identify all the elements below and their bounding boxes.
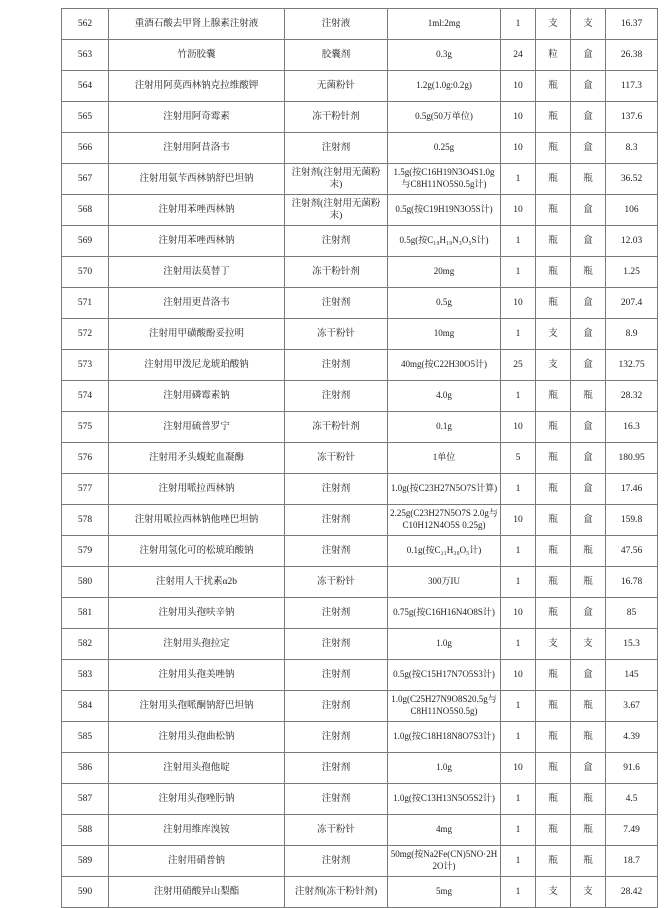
cell-unit: 瓶 [536,257,571,288]
cell-drug-name: 注射用硝酸异山梨酯 [109,877,285,908]
table-row [62,319,658,350]
cell-dosage-form: 注射剂 [285,753,388,784]
cell-dosage-form: 注射剂 [285,474,388,505]
table-row [62,71,658,102]
cell-sequence-number: 578 [62,505,109,536]
cell-quantity: 1 [501,784,536,815]
cell-dosage-form: 注射液 [285,9,388,40]
cell-quantity: 1 [501,474,536,505]
cell-quantity: 10 [501,288,536,319]
cell-price: 16.3 [606,412,658,443]
table-row [62,567,658,598]
cell-drug-name: 注射用硫普罗宁 [109,412,285,443]
cell-pack-unit: 瓶 [571,846,606,877]
cell-specification: 1.0g(C25H27N9O8S20.5g与C8H11NO5S0.5g) [388,691,501,722]
cell-specification: 0.1g [388,412,501,443]
cell-drug-name: 注射用甲泼尼龙琥珀酸钠 [109,350,285,381]
cell-quantity: 1 [501,815,536,846]
cell-price: 85 [606,598,658,629]
cell-unit: 瓶 [536,784,571,815]
cell-drug-name: 注射用甲磺酸酚妥拉明 [109,319,285,350]
cell-dosage-form: 注射剂 [285,722,388,753]
cell-pack-unit: 盒 [571,474,606,505]
cell-unit: 瓶 [536,536,571,567]
cell-price: 145 [606,660,658,691]
cell-price: 16.78 [606,567,658,598]
cell-price: 106 [606,195,658,226]
cell-sequence-number: 587 [62,784,109,815]
cell-specification: 5mg [388,877,501,908]
cell-drug-name: 注射用头孢拉定 [109,629,285,660]
cell-specification: 0.75g(按C16H16N4O8S计) [388,598,501,629]
cell-specification: 10mg [388,319,501,350]
cell-price: 91.6 [606,753,658,784]
cell-unit: 瓶 [536,288,571,319]
cell-unit: 瓶 [536,195,571,226]
cell-price: 36.52 [606,164,658,195]
cell-sequence-number: 571 [62,288,109,319]
cell-unit: 瓶 [536,753,571,784]
cell-pack-unit: 盒 [571,195,606,226]
cell-quantity: 1 [501,629,536,660]
cell-quantity: 10 [501,598,536,629]
cell-sequence-number: 590 [62,877,109,908]
cell-drug-name: 重酒石酸去甲肾上腺素注射液 [109,9,285,40]
cell-dosage-form: 冻干粉针 [285,319,388,350]
cell-quantity: 10 [501,505,536,536]
cell-specification: 2.25g(C23H27N5O7S 2.0g与C10H12N4O5S 0.25g) [388,505,501,536]
cell-drug-name: 注射用哌拉西林钠他唑巴坦钠 [109,505,285,536]
table-row [62,257,658,288]
cell-quantity: 10 [501,412,536,443]
cell-price: 8.9 [606,319,658,350]
cell-price: 28.32 [606,381,658,412]
cell-sequence-number: 566 [62,133,109,164]
cell-price: 47.56 [606,536,658,567]
cell-dosage-form: 注射剂 [285,226,388,257]
table-row [62,133,658,164]
cell-drug-name: 注射用哌拉西林钠 [109,474,285,505]
cell-price: 17.46 [606,474,658,505]
cell-quantity: 1 [501,257,536,288]
cell-quantity: 1 [501,691,536,722]
table-row [62,474,658,505]
table-row [62,815,658,846]
cell-price: 207.4 [606,288,658,319]
cell-pack-unit: 盒 [571,226,606,257]
cell-unit: 瓶 [536,133,571,164]
cell-drug-name: 竹沥胶囊 [109,40,285,71]
cell-specification: 50mg(按Na2Fe(CN)5NO·2H2O计) [388,846,501,877]
cell-price: 132.75 [606,350,658,381]
cell-price: 15.3 [606,629,658,660]
cell-specification: 1.2g(1.0g:0.2g) [388,71,501,102]
table-row [62,598,658,629]
cell-specification: 40mg(按C22H30O5计) [388,350,501,381]
cell-drug-name: 注射用矛头蝮蛇血凝酶 [109,443,285,474]
cell-sequence-number: 584 [62,691,109,722]
cell-pack-unit: 瓶 [571,784,606,815]
cell-unit: 支 [536,350,571,381]
table-row [62,660,658,691]
cell-dosage-form: 注射剂 [285,288,388,319]
cell-unit: 瓶 [536,691,571,722]
drug-price-table [61,8,658,908]
cell-price: 3.67 [606,691,658,722]
cell-quantity: 1 [501,877,536,908]
cell-drug-name: 注射用头孢哌酮钠舒巴坦钠 [109,691,285,722]
cell-unit: 瓶 [536,660,571,691]
cell-drug-name: 注射用头孢唑肟钠 [109,784,285,815]
cell-drug-name: 注射用头孢曲松钠 [109,722,285,753]
table-row [62,629,658,660]
cell-sequence-number: 582 [62,629,109,660]
table-row [62,288,658,319]
cell-quantity: 1 [501,567,536,598]
cell-pack-unit: 支 [571,629,606,660]
cell-sequence-number: 585 [62,722,109,753]
cell-quantity: 10 [501,660,536,691]
cell-sequence-number: 570 [62,257,109,288]
cell-sequence-number: 572 [62,319,109,350]
cell-price: 8.3 [606,133,658,164]
table-row [62,536,658,567]
cell-sequence-number: 588 [62,815,109,846]
cell-pack-unit: 瓶 [571,164,606,195]
cell-unit: 支 [536,629,571,660]
cell-price: 137.6 [606,102,658,133]
cell-unit: 瓶 [536,226,571,257]
cell-dosage-form: 注射剂 [285,846,388,877]
cell-specification: 20mg [388,257,501,288]
cell-quantity: 24 [501,40,536,71]
table-row [62,381,658,412]
table-row [62,164,658,195]
cell-specification: 1.0g(按C23H27N5O7S计算) [388,474,501,505]
cell-pack-unit: 盒 [571,505,606,536]
cell-unit: 瓶 [536,412,571,443]
cell-dosage-form: 无菌粉针 [285,71,388,102]
cell-price: 16.37 [606,9,658,40]
cell-unit: 瓶 [536,815,571,846]
cell-dosage-form: 注射剂 [285,381,388,412]
cell-drug-name: 注射用头孢他啶 [109,753,285,784]
cell-quantity: 1 [501,319,536,350]
cell-sequence-number: 580 [62,567,109,598]
cell-drug-name: 注射用阿奇霉素 [109,102,285,133]
table-row [62,753,658,784]
cell-pack-unit: 瓶 [571,257,606,288]
cell-unit: 瓶 [536,381,571,412]
cell-sequence-number: 589 [62,846,109,877]
cell-specification: 0.5g [388,288,501,319]
cell-pack-unit: 瓶 [571,381,606,412]
cell-sequence-number: 565 [62,102,109,133]
cell-price: 18.7 [606,846,658,877]
cell-quantity: 1 [501,164,536,195]
cell-quantity: 1 [501,536,536,567]
cell-specification: 1单位 [388,443,501,474]
cell-pack-unit: 支 [571,9,606,40]
cell-price: 12.03 [606,226,658,257]
cell-price: 4.39 [606,722,658,753]
cell-pack-unit: 盒 [571,102,606,133]
cell-dosage-form: 注射剂 [285,350,388,381]
cell-sequence-number: 586 [62,753,109,784]
cell-sequence-number: 575 [62,412,109,443]
cell-drug-name: 注射用氨苄西林钠舒巴坦钠 [109,164,285,195]
cell-dosage-form: 冻干粉针剂 [285,257,388,288]
cell-sequence-number: 579 [62,536,109,567]
cell-specification: 0.5g(按C19H19N3O5S计) [388,195,501,226]
cell-pack-unit: 盒 [571,319,606,350]
cell-pack-unit: 盒 [571,753,606,784]
cell-unit: 支 [536,9,571,40]
cell-specification: 1.0g [388,753,501,784]
cell-sequence-number: 574 [62,381,109,412]
cell-pack-unit: 瓶 [571,722,606,753]
cell-dosage-form: 胶囊剂 [285,40,388,71]
table-body [62,9,658,908]
cell-sequence-number: 568 [62,195,109,226]
cell-quantity: 5 [501,443,536,474]
cell-sequence-number: 569 [62,226,109,257]
cell-sequence-number: 581 [62,598,109,629]
cell-sequence-number: 564 [62,71,109,102]
cell-unit: 瓶 [536,598,571,629]
cell-quantity: 10 [501,71,536,102]
cell-pack-unit: 盒 [571,40,606,71]
cell-unit: 瓶 [536,474,571,505]
cell-dosage-form: 冻干粉针 [285,443,388,474]
cell-unit: 支 [536,877,571,908]
cell-unit: 瓶 [536,164,571,195]
cell-pack-unit: 支 [571,877,606,908]
cell-drug-name: 注射用更昔洛韦 [109,288,285,319]
cell-dosage-form: 注射剂 [285,598,388,629]
cell-dosage-form: 注射剂(注射用无菌粉末) [285,164,388,195]
cell-unit: 瓶 [536,567,571,598]
cell-quantity: 25 [501,350,536,381]
cell-dosage-form: 注射剂 [285,505,388,536]
cell-price: 28.42 [606,877,658,908]
cell-price: 159.8 [606,505,658,536]
cell-dosage-form: 冻干粉针 [285,815,388,846]
cell-specification: 0.5g(按C₁₉H₁₉N₃O₅S计) [388,226,501,257]
cell-quantity: 1 [501,381,536,412]
cell-drug-name: 注射用氢化可的松琥珀酸钠 [109,536,285,567]
cell-sequence-number: 562 [62,9,109,40]
cell-dosage-form: 注射剂(冻干粉针剂) [285,877,388,908]
cell-dosage-form: 注射剂 [285,536,388,567]
cell-drug-name: 注射用头孢美唑钠 [109,660,285,691]
cell-drug-name: 注射用苯唑西林钠 [109,195,285,226]
cell-quantity: 1 [501,226,536,257]
cell-price: 180.95 [606,443,658,474]
cell-drug-name: 注射用阿昔洛韦 [109,133,285,164]
cell-drug-name: 注射用阿莫西林钠克拉维酸钾 [109,71,285,102]
table-row [62,412,658,443]
cell-dosage-form: 注射剂 [285,784,388,815]
cell-specification: 0.5g(按C15H17N7O5S3计) [388,660,501,691]
cell-pack-unit: 盒 [571,598,606,629]
cell-price: 117.3 [606,71,658,102]
cell-specification: 4.0g [388,381,501,412]
table-row [62,877,658,908]
table-row [62,784,658,815]
cell-sequence-number: 573 [62,350,109,381]
cell-drug-name: 注射用维库溴铵 [109,815,285,846]
cell-dosage-form: 冻干粉针剂 [285,412,388,443]
cell-drug-name: 注射用头孢呋辛钠 [109,598,285,629]
cell-sequence-number: 583 [62,660,109,691]
cell-drug-name: 注射用苯唑西林钠 [109,226,285,257]
cell-drug-name: 注射用法莫替丁 [109,257,285,288]
cell-pack-unit: 盒 [571,350,606,381]
cell-pack-unit: 瓶 [571,536,606,567]
table-row [62,722,658,753]
cell-quantity: 1 [501,722,536,753]
cell-unit: 瓶 [536,443,571,474]
table-row [62,195,658,226]
cell-quantity: 10 [501,195,536,226]
cell-pack-unit: 瓶 [571,691,606,722]
cell-pack-unit: 盒 [571,288,606,319]
table-row [62,505,658,536]
cell-specification: 1.5g(按C16H19N3O4S1.0g与C8H11NO5S0.5g计) [388,164,501,195]
cell-dosage-form: 注射剂 [285,133,388,164]
cell-quantity: 10 [501,753,536,784]
cell-pack-unit: 盒 [571,133,606,164]
cell-specification: 1.0g(按C13H13N5O5S2计) [388,784,501,815]
cell-unit: 支 [536,319,571,350]
cell-unit: 瓶 [536,505,571,536]
cell-dosage-form: 冻干粉针 [285,567,388,598]
cell-sequence-number: 576 [62,443,109,474]
cell-unit: 瓶 [536,71,571,102]
table-row [62,9,658,40]
table-row [62,102,658,133]
cell-sequence-number: 567 [62,164,109,195]
cell-unit: 粒 [536,40,571,71]
cell-drug-name: 注射用磷霉素钠 [109,381,285,412]
cell-unit: 瓶 [536,846,571,877]
table-row [62,846,658,877]
cell-unit: 瓶 [536,722,571,753]
table-row [62,691,658,722]
cell-specification: 1ml:2mg [388,9,501,40]
cell-dosage-form: 注射剂 [285,691,388,722]
document-page [61,8,658,908]
cell-price: 7.49 [606,815,658,846]
cell-pack-unit: 盒 [571,71,606,102]
cell-drug-name: 注射用硝普钠 [109,846,285,877]
cell-specification: 0.1g(按C₂₁H₃₀O₅计) [388,536,501,567]
cell-sequence-number: 577 [62,474,109,505]
cell-dosage-form: 注射剂 [285,660,388,691]
cell-quantity: 10 [501,102,536,133]
cell-specification: 0.25g [388,133,501,164]
cell-pack-unit: 盒 [571,412,606,443]
cell-dosage-form: 注射剂(注射用无菌粉末) [285,195,388,226]
cell-pack-unit: 盒 [571,660,606,691]
cell-pack-unit: 瓶 [571,815,606,846]
table-row [62,226,658,257]
table-row [62,350,658,381]
cell-quantity: 10 [501,133,536,164]
cell-dosage-form: 注射剂 [285,629,388,660]
cell-quantity: 1 [501,9,536,40]
cell-specification: 0.5g(50万单位) [388,102,501,133]
cell-specification: 300万IU [388,567,501,598]
table-row [62,443,658,474]
cell-price: 4.5 [606,784,658,815]
cell-specification: 1.0g(按C18H18N8O7S3计) [388,722,501,753]
cell-price: 1.25 [606,257,658,288]
cell-specification: 4mg [388,815,501,846]
cell-sequence-number: 563 [62,40,109,71]
cell-pack-unit: 盒 [571,443,606,474]
cell-price: 26.38 [606,40,658,71]
cell-dosage-form: 冻干粉针剂 [285,102,388,133]
cell-unit: 瓶 [536,102,571,133]
cell-drug-name: 注射用人干扰素α2b [109,567,285,598]
table-row [62,40,658,71]
cell-specification: 1.0g [388,629,501,660]
cell-specification: 0.3g [388,40,501,71]
cell-pack-unit: 瓶 [571,567,606,598]
cell-quantity: 1 [501,846,536,877]
